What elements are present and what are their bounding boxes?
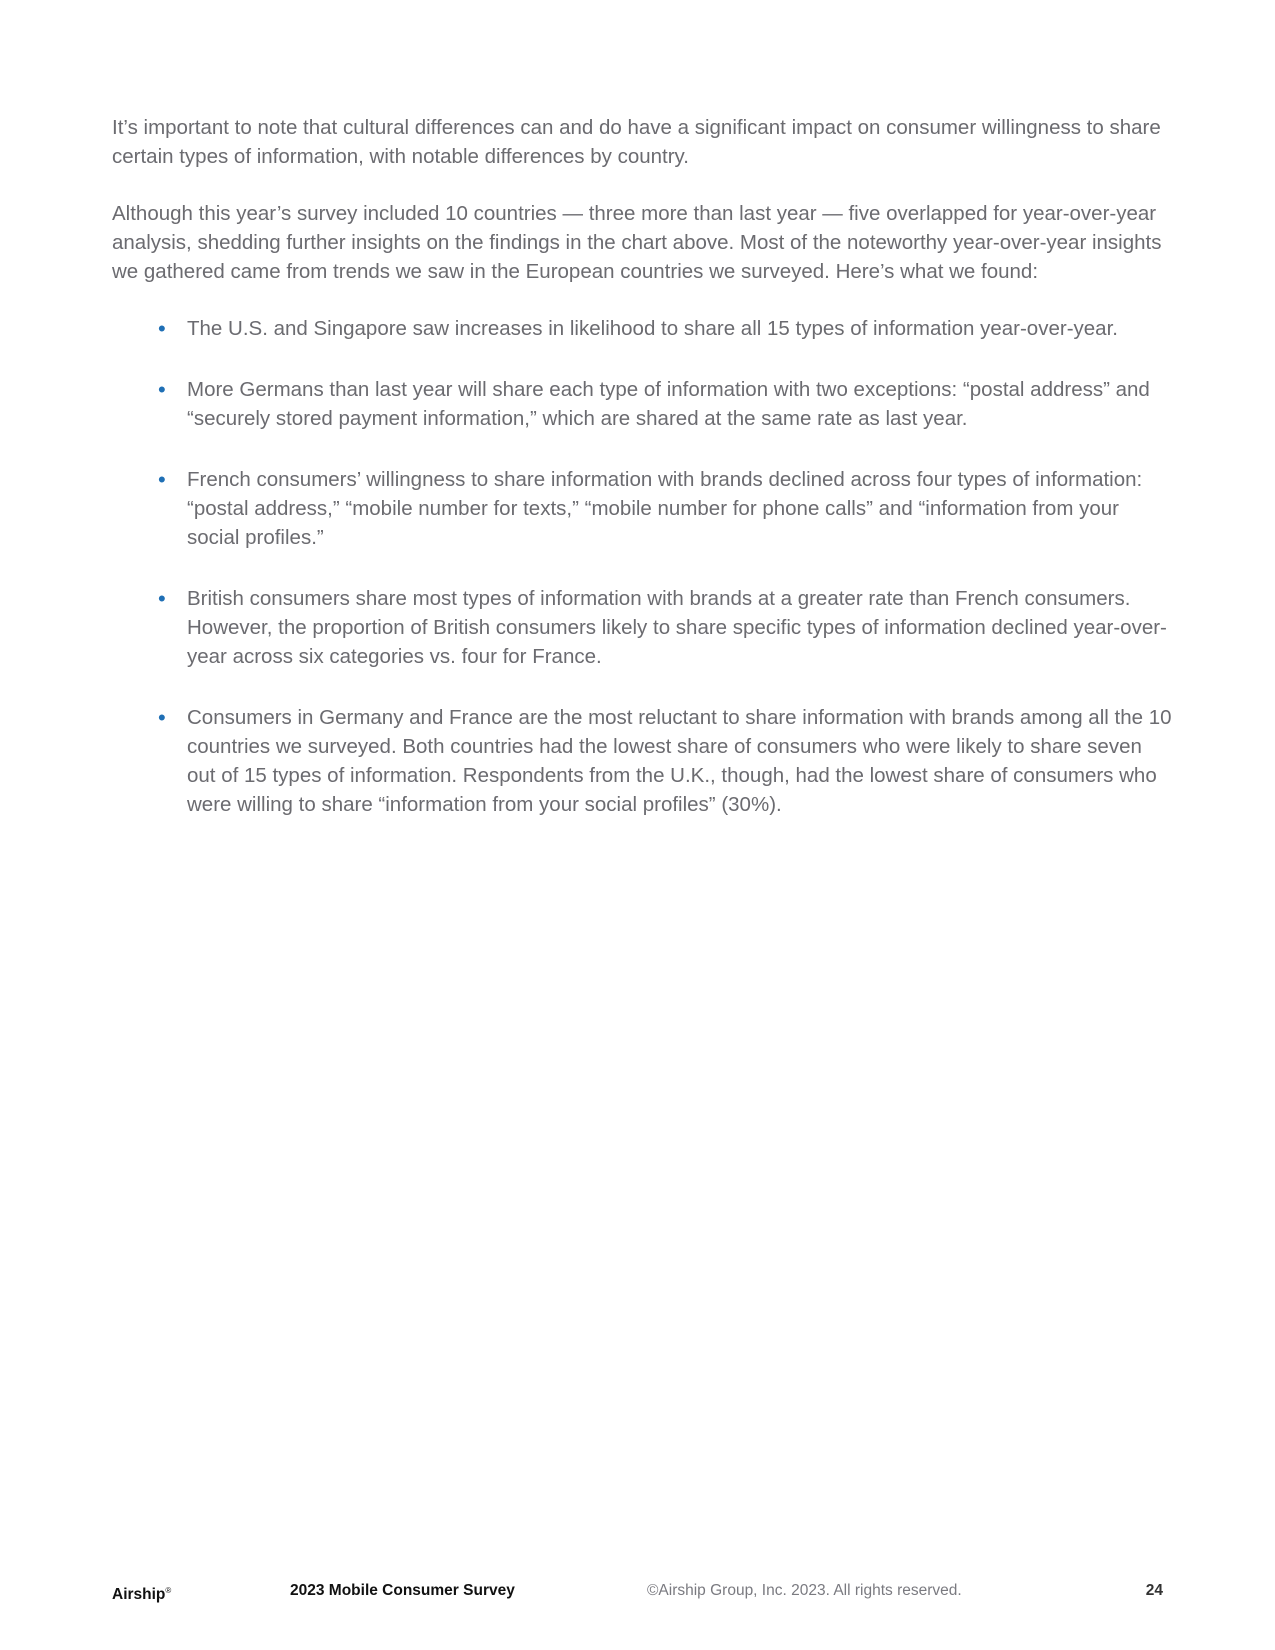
- brand-name: Airship: [112, 1586, 166, 1604]
- bullet-icon: •: [158, 705, 166, 730]
- list-item-text: Consumers in Germany and France are the most reluctant to share information with brands among all the 10 countries we surveyed. Both countries had the lowest share of consumers who were likely to share seven out of 15 types of information. Respondents from the U.K., though, had the lowest share of consumers who were willing to share “information from your social profiles” (30%).: [187, 706, 1172, 816]
- page-number: 24: [1145, 1582, 1163, 1599]
- list-item-text: French consumers’ willingness to share information with brands declined across four types of information: “postal address,” “mobile number for texts,” “mobile number for phone calls” and “information from your social profiles.”: [187, 468, 1143, 549]
- list-item: [158, 375, 1172, 433]
- main-content: [112, 113, 1172, 851]
- copyright-notice: ©Airship Group, Inc. 2023. All rights reserved.: [647, 1582, 962, 1599]
- bullet-icon: •: [158, 586, 166, 611]
- list-item-text: The U.S. and Singapore saw increases in likelihood to share all 15 types of information year-over-year.: [187, 317, 1118, 340]
- bullet-icon: •: [158, 316, 166, 341]
- list-item-text: British consumers share most types of information with brands at a greater rate than French consumers. However, the proportion of British consumers likely to share specific types of information declined year-over-year across six categories vs. four for France.: [187, 587, 1167, 668]
- bullet-icon: •: [158, 467, 166, 492]
- page-footer: [0, 1579, 1275, 1603]
- report-title: 2023 Mobile Consumer Survey: [290, 1582, 515, 1599]
- analysis-paragraph: Although this year’s survey included 10 countries — three more than last year — five overlapped for year-over-year analysis, shedding further insights on the findings in the chart above. Most of the noteworthy year-over-year insights we gathered came from trends we saw in the European countries we surveyed. Here’s what we found:: [112, 202, 1162, 283]
- registered-mark: ®: [165, 1586, 172, 1595]
- list-item: [158, 703, 1172, 819]
- list-item: [158, 314, 1172, 343]
- intro-paragraph: It’s important to note that cultural differences can and do have a significant impact on consumer willingness to share certain types of information, with notable differences by country.: [112, 116, 1161, 168]
- bullet-icon: •: [158, 377, 166, 402]
- list-item-text: More Germans than last year will share each type of information with two exceptions: “postal address” and “securely stored payment information,” which are shared at the same rate as last year.: [187, 378, 1150, 430]
- list-item: [158, 584, 1172, 671]
- brand-logo: [112, 1579, 171, 1607]
- list-item: [158, 465, 1172, 552]
- findings-list: [112, 314, 1172, 819]
